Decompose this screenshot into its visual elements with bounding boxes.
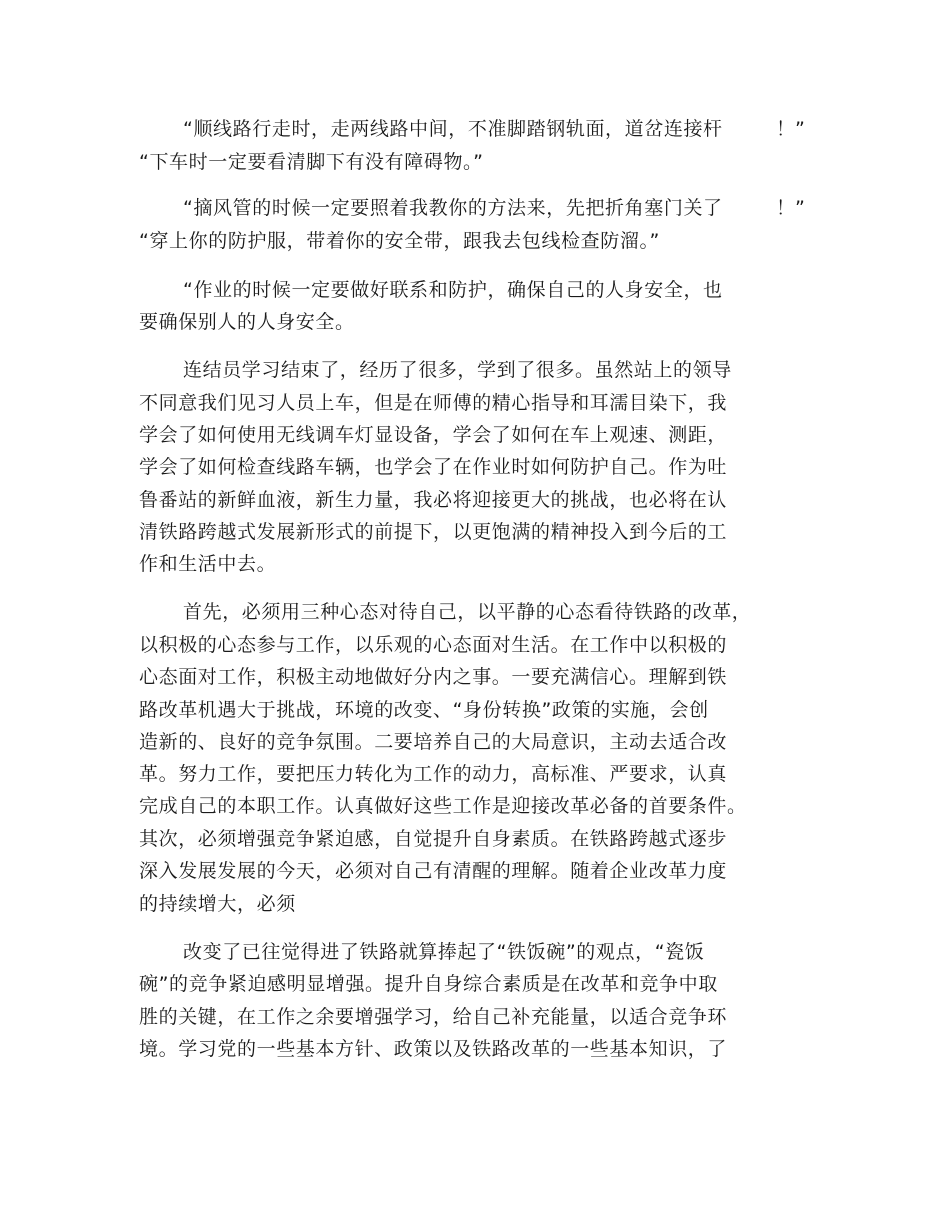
paragraph-2-line-1-tail: ！”: [776, 197, 805, 219]
paragraph-6-line-3: 胜的关键，在工作之余要增强学习，给自己补充能量，以适合竞争环: [139, 1006, 728, 1028]
paragraph-4-line-6: 清铁路跨越式发展新形式的前提下，以更饱满的精神投入到今后的工: [139, 521, 728, 543]
paragraph-5-line-7: 完成自己的本职工作。认真做好这些工作是迎接改革必备的首要条件。: [139, 795, 747, 817]
paragraph-2-line-1: “摘风管的时候一定要照着我教你的方法来，先把折角塞门关了: [183, 197, 723, 219]
paragraph-1-line-1-tail: ！”: [776, 118, 805, 140]
paragraph-5-line-10: 的持续增大，必须: [139, 893, 296, 915]
paragraph-2-line-2: “穿上你的防护服，带着你的安全带，跟我去包线检查防溜。”: [139, 230, 660, 252]
paragraph-5-line-5: 造新的、良好的竞争氛围。二要培养自己的大局意识，主动去适合改: [139, 731, 728, 753]
paragraph-3-line-1: “作业的时候一定要做好联系和防护，确保自己的人身安全，也: [183, 279, 723, 301]
paragraph-4-line-1: 连结员学习结束了，经历了很多，学到了很多。虽然站上的领导: [183, 359, 732, 381]
paragraph-5-line-1: 首先，必须用三种心态对待自己，以平静的心态看待铁路的改革，: [183, 601, 752, 623]
paragraph-4-line-7: 作和生活中去。: [139, 553, 277, 575]
paragraph-4-line-2: 不同意我们见习人员上车，但是在师傅的精心指导和耳濡目染下，我: [139, 392, 728, 414]
paragraph-5-line-6: 革。努力工作，要把压力转化为工作的动力，高标准、严要求，认真: [139, 763, 728, 785]
paragraph-5-line-3: 心态面对工作，积极主动地做好分内之事。一要充满信心。理解到铁: [139, 666, 728, 688]
paragraph-6-line-4: 境。学习党的一些基本方针、政策以及铁路改革的一些基本知识，了: [139, 1038, 728, 1060]
paragraph-4-line-5: 鲁番站的新鲜血液，新生力量，我必将迎接更大的挑战，也必将在认: [139, 489, 728, 511]
paragraph-5-line-2: 以积极的心态参与工作，以乐观的心态面对生活。在工作中以积极的: [139, 634, 728, 656]
paragraph-1-line-1: “顺线路行走时，走两线路中间，不准脚踏钢轨面，道岔连接杆: [183, 118, 723, 140]
paragraph-5-line-9: 深入发展发展的今天，必须对自己有清醒的理解。随着企业改革力度: [139, 860, 728, 882]
paragraph-5-line-4: 路改革机遇大于挑战，环境的改变、“身份转换”政策的实施，会创: [139, 699, 709, 721]
paragraph-6-line-2: 碗”的竞争紧迫感明显增强。提升自身综合素质是在改革和竞争中取: [139, 973, 718, 995]
paragraph-3-line-2: 要确保别人的人身安全。: [139, 311, 355, 333]
paragraph-6-line-1: 改变了已往觉得进了铁路就算捧起了“铁饭碗”的观点，“瓷饭: [183, 941, 705, 963]
paragraph-4-line-4: 学会了如何检查线路车辆，也学会了在作业时如何防护自己。作为吐: [139, 456, 728, 478]
paragraph-1-line-2: “下车时一定要看清脚下有没有障碍物。”: [139, 151, 484, 173]
paragraph-5-line-8: 其次，必须增强竞争紧迫感，自觉提升自身素质。在铁路跨越式逐步: [139, 828, 728, 850]
paragraph-4-line-3: 学会了如何使用无线调车灯显设备，学会了如何在车上观速、测距，: [139, 424, 728, 446]
